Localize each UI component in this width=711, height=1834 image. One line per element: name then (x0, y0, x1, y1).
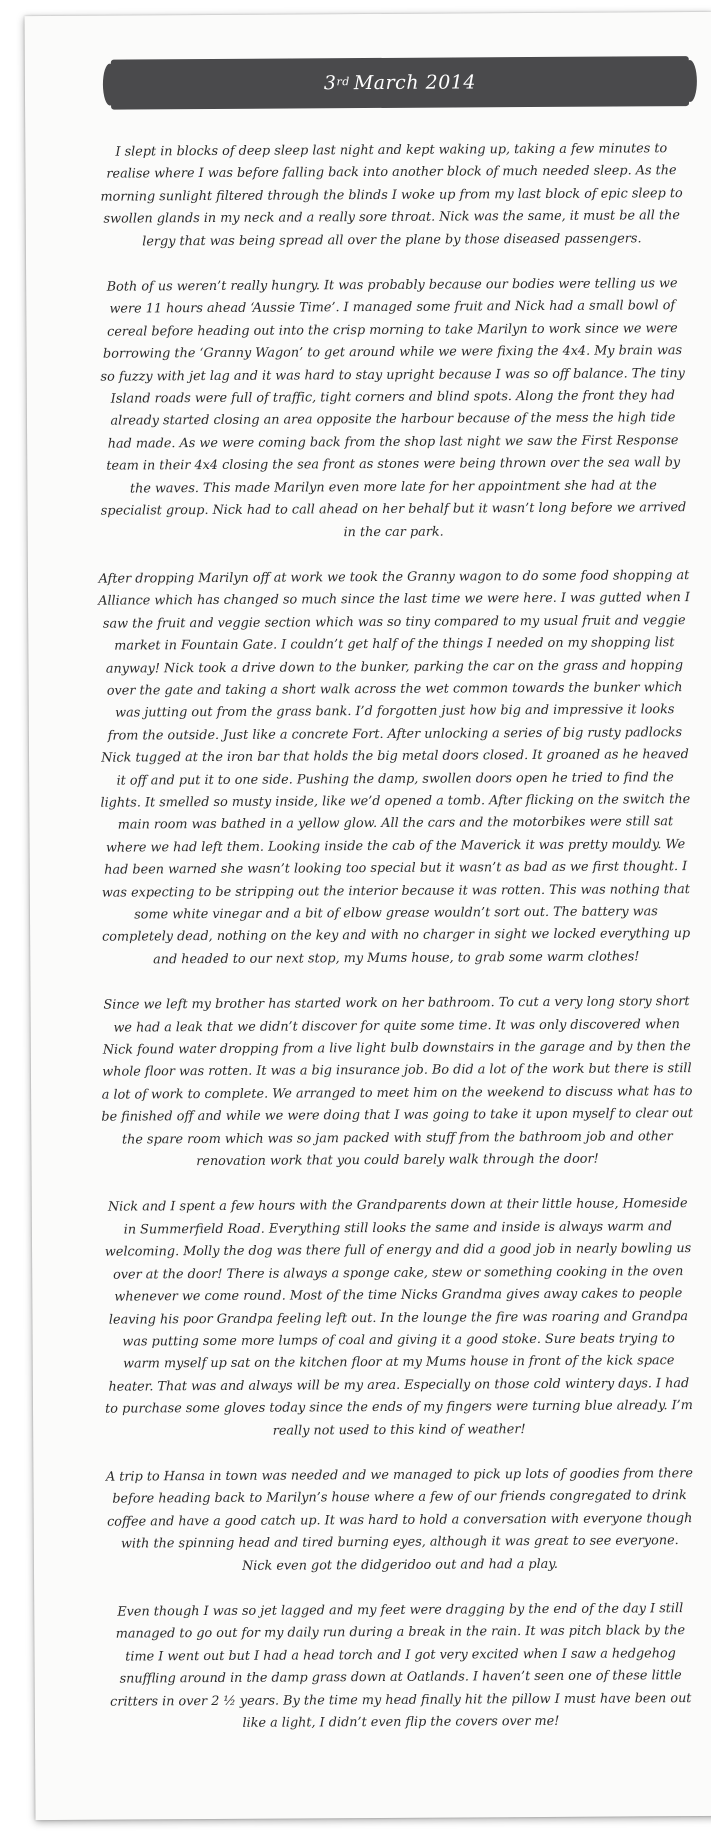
date-month-year: March 2014 (353, 71, 476, 95)
paragraph: Since we left my brother has started work on her bathroom. To cut a very long story short we had a leak that we didn’t discover for quite some time. It was only discovered when Nick found water dropping from a live light bulb downstairs in the garage and by then the whole floor was rotten. It was a big insurance job. Bo did a lot of the work but there is still a lot of work to complete. We arranged to meet him on the weekend to discuss what has to be finished off and while we were doing that I was going to take it upon myself to clear out the spare room which was so jam packed with stuff from the bathroom job and other renovation work that you could barely walk through the door! (101, 994, 694, 1170)
paragraph: Nick and I spent a few hours with the Grandparents down at their little house, Homeside in Summerfield Road. Everything still looks the same and inside is always warm and welcoming. Molly the dog was there full of energy and did a good job in nearly bowling us over at the door! There is always a sponge cake, stew or something cooking in the oven whenever we come round. Most of the time Nicks Grandma gives away cakes to people leaving his poor Grandpa feeling left out. In the lounge the fire was roaring and Grandpa was putting some more lumps of coal and giving it a good stoke. Sure beats trying to warm myself up sat on the kitchen floor at my Mums house in front of the kick space heater. That was and always will be my area. Especially on those cold wintery days. I had to purchase some gloves today since the ends of my fingers were turning blue already. I’m really not used to this kind of weather! (104, 1196, 693, 1439)
date-suffix: rd (336, 74, 350, 88)
paragraph: Both of us weren’t really hungry. It was probably because our bodies were telling us we were 11 hours ahead ‘Aussie Time’. I managed some fruit and Nick had a small bowl of cereal before heading out into the crisp morning to take Marilyn to work since we were borrowing the ‘Granny Wagon’ to get around while we were fixing the 4x4. My brain was so fuzzy with jet lag and it was hard to stay upright because I was so off balance. The tiny Island roads were full of traffic, tight corners and blind spots. Along the front they had already started closing an area opposite the harbour because of the mess the high tide had made. As we were coming back from the shop last night we saw the First Response team in their 4x4 closing the sea front as stones were being thrown over the sea wall by the waves. This made Marilyn even more late for her appointment she had at the specialist group. Nick had to call ahead on her behalf but it wasn’t long before we arrived in the car park. (100, 276, 687, 540)
journal-page (24, 12, 711, 1820)
paragraph: I slept in blocks of deep sleep last night and kept waking up, taking a few minutes to realise where I was before falling back into another block of much needed sleep. As the morning sunlight filtered through the blinds I woke up from my last block of epic sleep to swollen glands in my neck and a really sore throat. Nick was the same, it must be all the lergy that was being spread all over the plane by those diseased passengers. (100, 141, 683, 250)
paragraph: A trip to Hansa in town was needed and we managed to pick up lots of goodies from there before heading back to Marilyn’s house where a few of our friends congregated to drink coffee and have a good catch up. It was hard to hold a conversation with everyone though with the spinning head and tired burning eyes, although it was great to see everyone. Nick even got the didgeridoo out and had a play. (105, 1466, 693, 1574)
date-day: 3 (323, 72, 337, 95)
journal-body (95, 138, 697, 1759)
paragraph: After dropping Marilyn off at work we took the Granny wagon to do some food shopping at Alliance which has changed so much since the last time we were here. I was gutted when I saw the fruit and veggie section which was so tiny compared to my usual fruit and veggie market in Fountain Gate. I couldn’t get half of the things I needed on my shopping list anyway! Nick took a drive down to the bunker, parking the car on the grass and hopping over the gate and taking a short walk across the wet common towards the bunker which was jutting out from the grass bank. I’d forgotten just how big and impressive it looks from the outside. Just like a concrete Fort. After unlocking a series of big rusty padlocks Nick tugged at the iron bar that holds the big metal doors closed. It groaned as he heaved it off and put it to one side. Pushing the damp, swollen doors open he tried to find the lights. It smelled so musty inside, like we’d opened a tomb. After flicking on the switch the main room was bathed in a yellow glow. All the cars and the motorbikes were still sat where we had left them. Looking inside the cab of the Maverick it was pretty mouldy. We had been warned she wasn’t looking too special but it wasn’t as bad as we first thought. I was expecting to be stripping out the interior because it was rotten. This was nothing that some white vinegar and a bit of elbow grease wouldn’t sort out. The battery was completely dead, nothing on the key and with no charger in sight we locked everything up and headed to our next stop, my Mums house, to grab some warm clothes! (98, 567, 691, 968)
paragraph: Even though I was so jet lagged and my feet were dragging by the end of the day I still managed to go out for my daily run during a break in the rain. It was pitch black by the time I went out but I had a head torch and I got very excited when I saw a hedgehog snuffling around in the damp grass down at Oatlands. I haven’t seen one of these little critters in over 2 ½ years. By the time my head finally hit the pillow I must have been out like a light, I didn’t even flip the covers over me! (110, 1601, 692, 1731)
date-banner (111, 56, 689, 110)
